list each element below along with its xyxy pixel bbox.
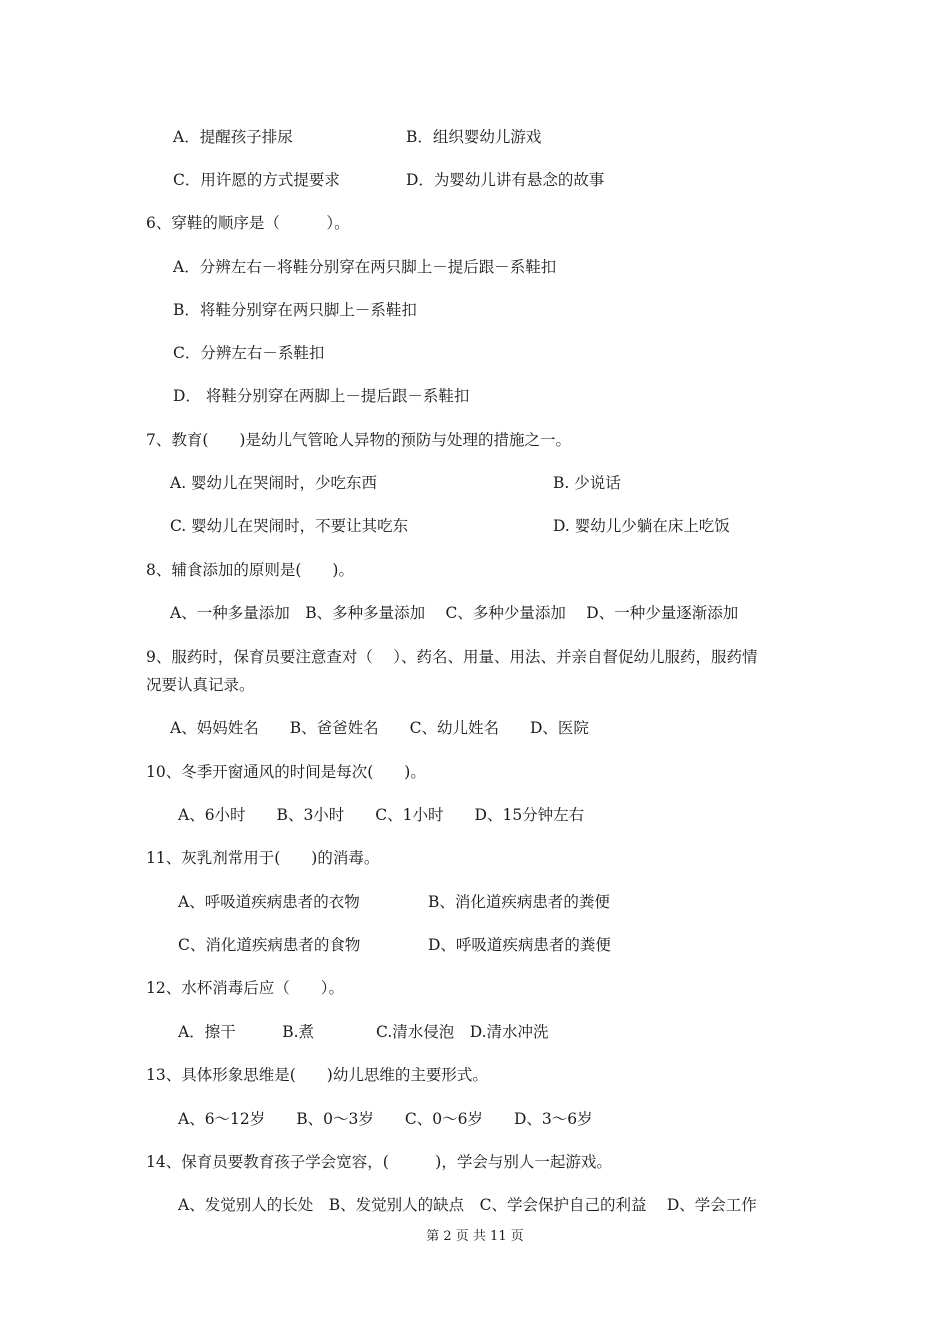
q5-option-d: D．为婴幼儿讲有悬念的故事	[406, 171, 605, 189]
q7-option-c: C. 婴幼儿在哭闹时，不要让其吃东	[170, 517, 409, 535]
q14-options: A、发觉别人的长处 B、发觉别人的缺点 C、学会保护自己的利益 D、学会工作	[178, 1196, 757, 1214]
q10-options: A、6小时 B、3小时 C、1小时 D、15分钟左右	[178, 806, 585, 824]
q6-question: 6、穿鞋的顺序是（ ）。	[146, 214, 350, 232]
q11-option-b: B、消化道疾病患者的粪便	[428, 893, 610, 911]
q11-option-c: C、消化道疾病患者的食物	[178, 936, 361, 954]
q13-question: 13、具体形象思维是( )幼儿思维的主要形式。	[146, 1066, 488, 1084]
q5-option-c: C．用许愿的方式提要求	[173, 171, 340, 189]
q8-question: 8、辅食添加的原则是( )。	[146, 561, 354, 579]
q10-question: 10、冬季开窗通风的时间是每次( )。	[146, 763, 426, 781]
q5-option-b: B．组织婴幼儿游戏	[406, 128, 542, 146]
q11-option-d: D、呼吸道疾病患者的粪便	[428, 936, 611, 954]
q6-option-c: C．分辨左右－系鞋扣	[173, 344, 325, 362]
q11-option-a: A、呼吸道疾病患者的衣物	[178, 893, 360, 911]
q5-option-a: A．提醒孩子排尿	[173, 128, 293, 146]
q9-options: A、妈妈姓名 B、爸爸姓名 C、幼儿姓名 D、医院	[170, 719, 589, 737]
q14-question: 14、保育员要教育孩子学会宽容，( )，学会与别人一起游戏。	[146, 1153, 612, 1171]
q6-option-d: D． 将鞋分别穿在两脚上－提后跟－系鞋扣	[173, 387, 470, 405]
q12-question: 12、水杯消毒后应（ ）。	[146, 979, 344, 997]
q8-options: A、一种多量添加 B、多种多量添加 C、多种少量添加 D、一种少量逐渐添加	[170, 604, 739, 622]
q7-option-d: D. 婴幼儿少躺在床上吃饭	[553, 517, 730, 535]
q7-option-b: B. 少说话	[553, 474, 621, 492]
q6-option-b: B．将鞋分别穿在两只脚上－系鞋扣	[173, 301, 417, 319]
q6-option-a: A．分辨左右－将鞋分别穿在两只脚上－提后跟－系鞋扣	[173, 258, 557, 276]
page-number-footer: 第 2 页 共 11 页	[426, 1229, 524, 1244]
q9-question-line1: 9、服药时，保育员要注意查对（ ）、药名、用量、用法、并亲自督促幼儿服药，服药情	[146, 648, 758, 666]
q7-option-a: A. 婴幼儿在哭闹时，少吃东西	[170, 474, 378, 492]
q13-options: A、6～12岁 B、0～3岁 C、0～6岁 D、3～6岁	[178, 1110, 593, 1128]
q11-question: 11、灰乳剂常用于( )的消毒。	[146, 849, 380, 867]
q7-question: 7、教育( )是幼儿气管呛人异物的预防与处理的措施之一。	[146, 431, 571, 449]
q9-question-line2: 况要认真记录。	[146, 676, 255, 694]
q12-options: A．擦干 B.煮 C.清水侵泡 D.清水冲洗	[178, 1023, 549, 1041]
